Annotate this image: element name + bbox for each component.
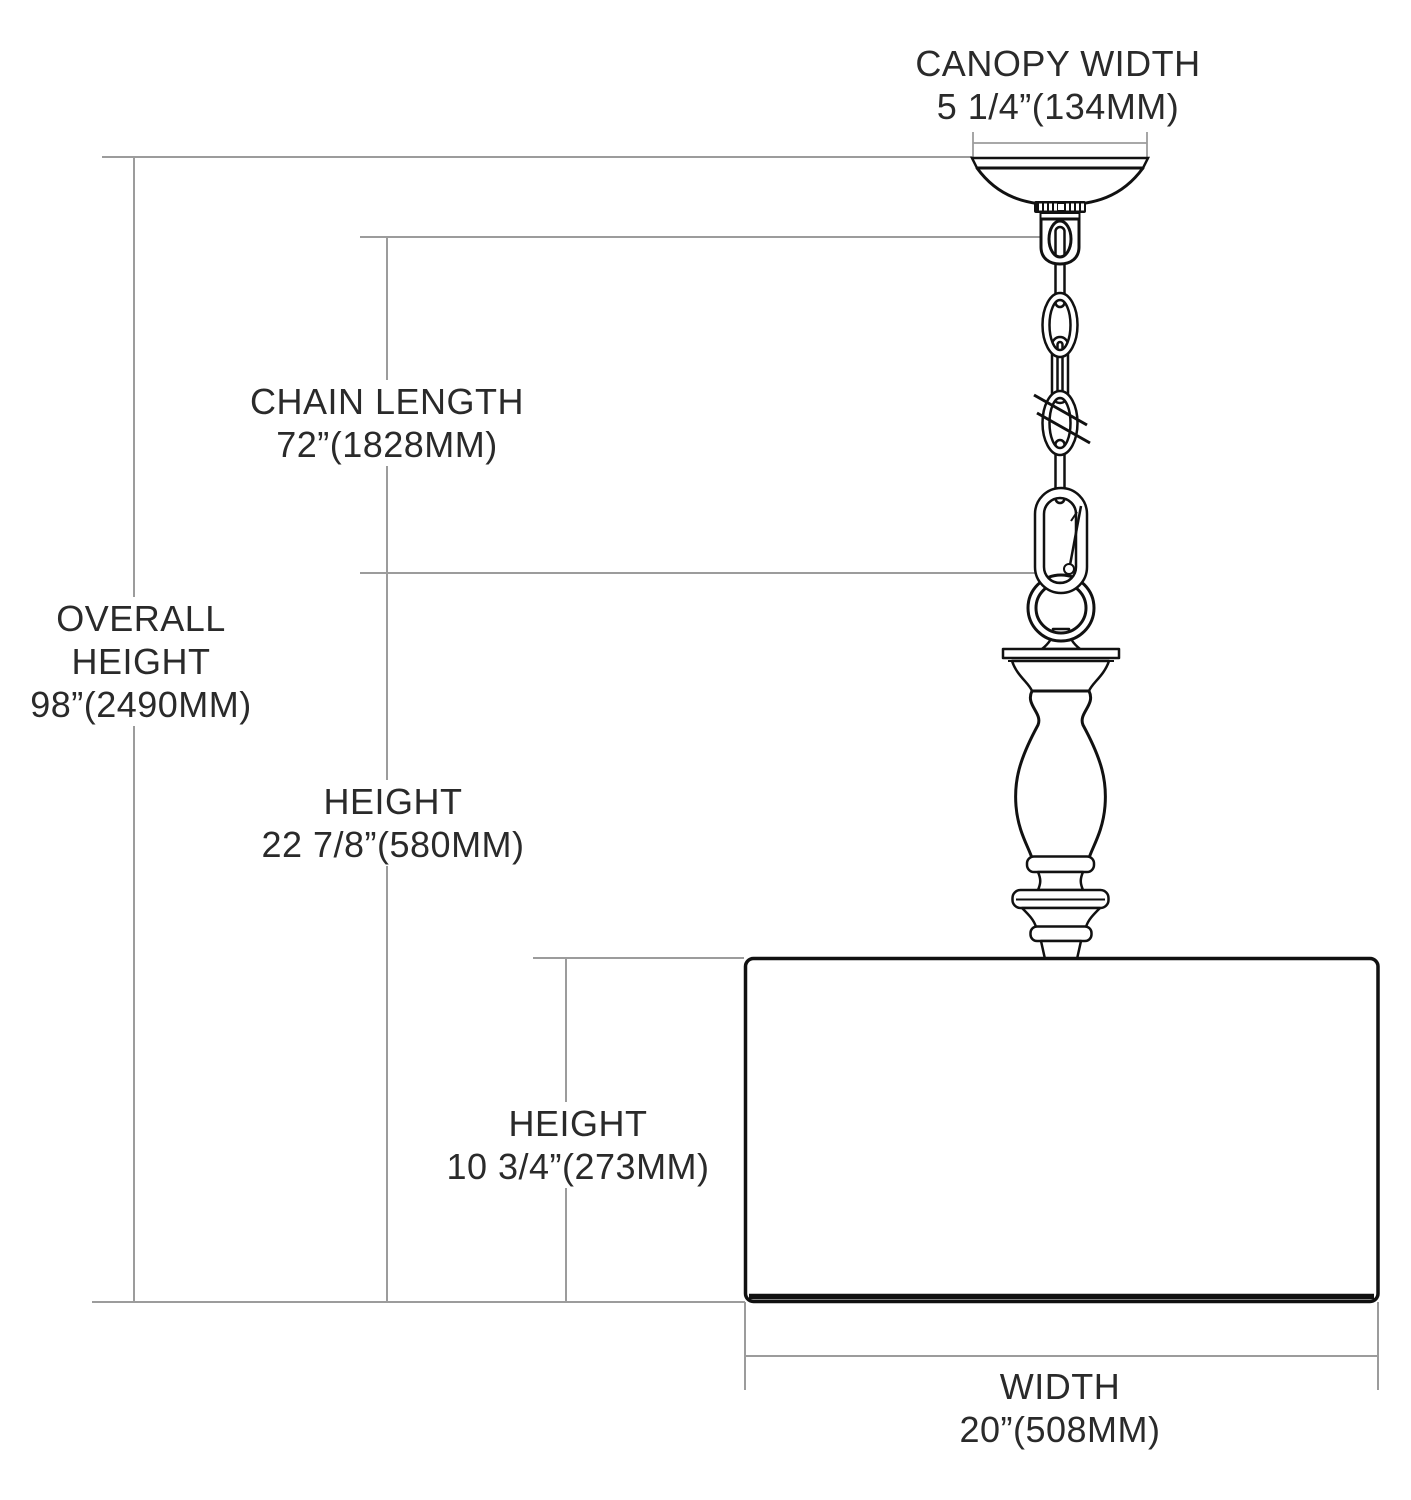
knurl-marks: [1039, 204, 1084, 211]
stem-collar: [1027, 857, 1094, 873]
canopy-width-label: [908, 42, 1208, 128]
fixture-height-value: 22 7/8”(580MM): [261, 824, 525, 865]
stem-vase: [1016, 691, 1106, 858]
overall-height-value: 98”(2490MM): [30, 684, 252, 725]
carabiner-pivot: [1064, 564, 1074, 574]
stem-taper: [1022, 908, 1100, 927]
shade-height-label: [428, 1102, 728, 1188]
stem-foot: [1041, 941, 1081, 959]
fixture-height-title: HEIGHT: [323, 781, 463, 822]
canopy-width-value: 5 1/4”(134MM): [936, 86, 1180, 127]
chain: [1034, 219, 1090, 503]
stem-finial: [1003, 629, 1119, 959]
stem-ring-band: [1031, 927, 1092, 942]
chain-length-title: CHAIN LENGTH: [249, 381, 525, 422]
chain-length-value: 72”(1828MM): [276, 424, 498, 465]
shade-width-label: [910, 1365, 1210, 1451]
overall-height-title-1: OVERALL: [56, 598, 226, 639]
canopy: [972, 158, 1148, 219]
chain-length-label: [237, 380, 537, 466]
stem-neck: [1038, 872, 1083, 890]
overall-height-label: [1, 597, 281, 726]
shade-width-value: 20”(508MM): [959, 1409, 1161, 1450]
canopy-width-dimension: [973, 132, 1147, 159]
overall-height-title-2: HEIGHT: [71, 641, 211, 682]
canopy-bowl: [977, 168, 1143, 205]
shade-height-value: 10 3/4”(273MM): [446, 1146, 710, 1187]
drum-shade: [746, 959, 1379, 1302]
fixture-height-label: [243, 780, 543, 866]
stem-bell: [1012, 661, 1109, 691]
canopy-width-title: CANOPY WIDTH: [915, 43, 1201, 84]
stem-plate: [1003, 649, 1119, 658]
shade-height-title: HEIGHT: [508, 1103, 648, 1144]
shade-width-title: WIDTH: [999, 1366, 1121, 1407]
